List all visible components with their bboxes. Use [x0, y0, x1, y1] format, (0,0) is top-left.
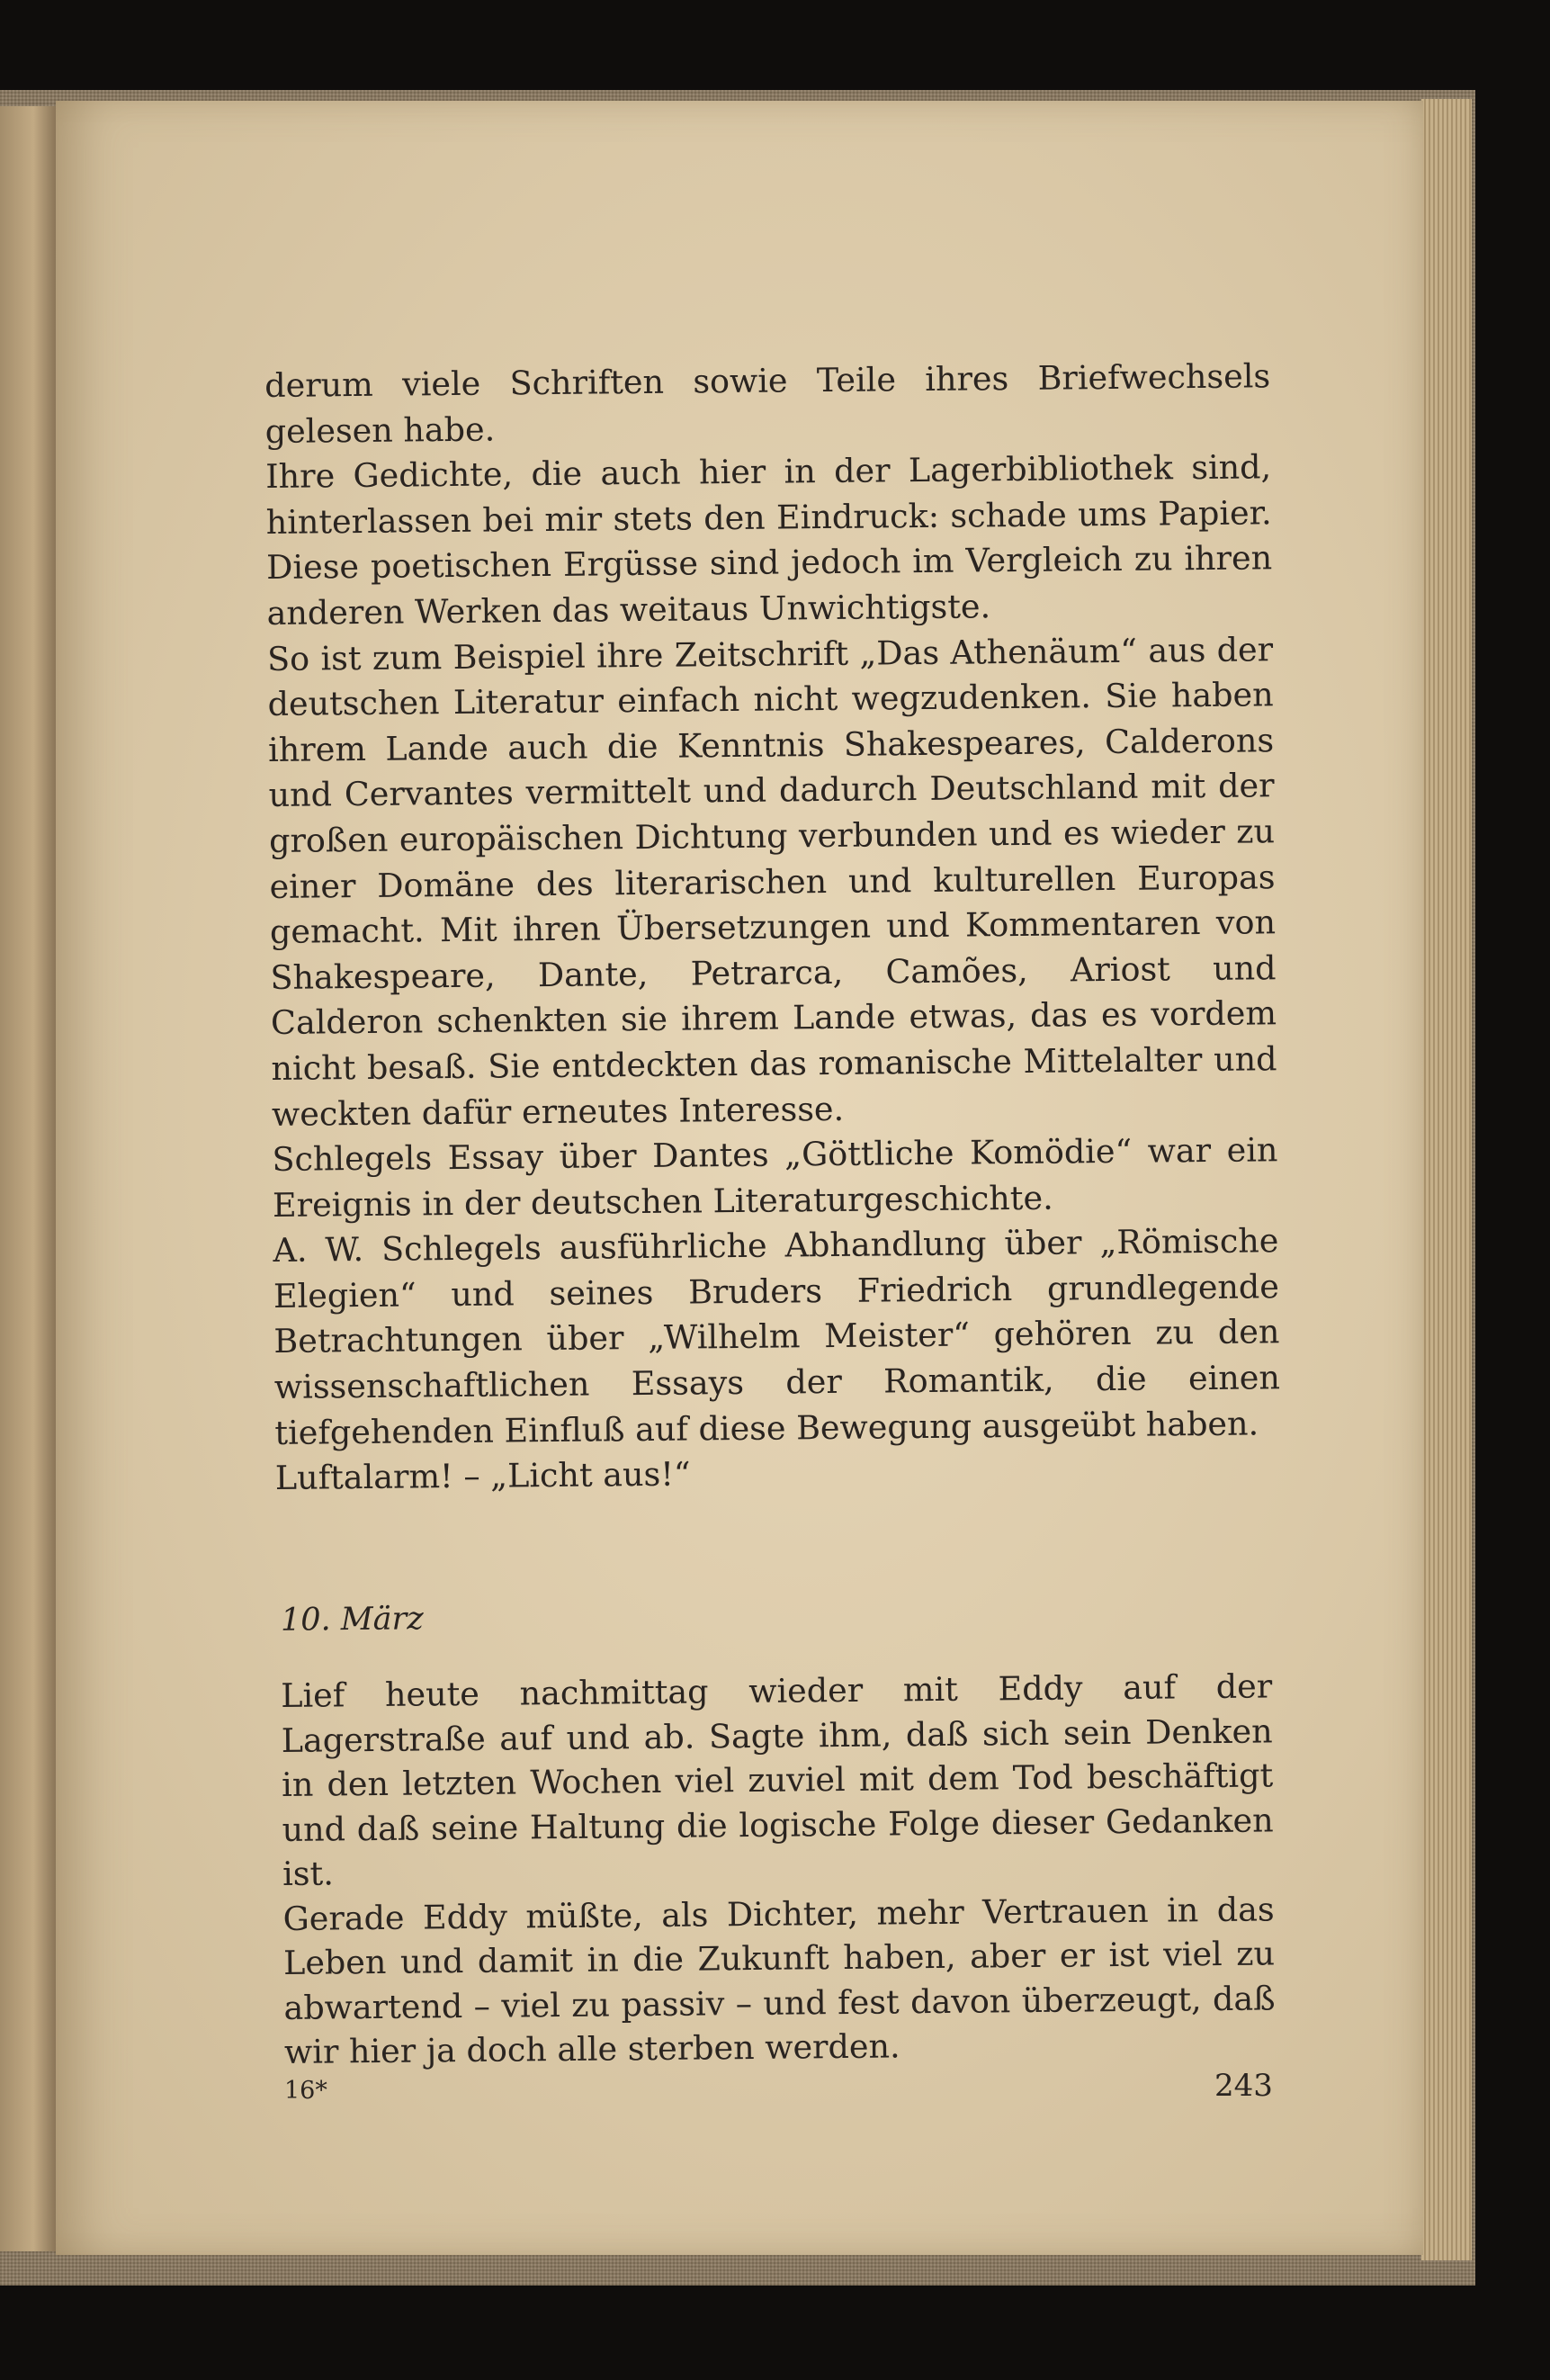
paragraph: Luftalarm! – „Licht aus!“: [274, 1454, 691, 1498]
diary-entry-text: [281, 1664, 1276, 2074]
paragraph: Ihre Gedichte, die auch hier in der Lagerbibliothek sind, hinterlassen bei mir stets den Eindruck: schade ums Papier. Diese poetischen Ergüsse sind jedoch im Vergleich zu ihren anderen Werken das weitaus Unwichtigste.: [265, 447, 1273, 633]
paragraph: So ist zum Beispiel ihre Zeitschrift „Das Athenäum“ aus der deutschen Literatur einfach nicht wegzudenken. Sie haben ihrem Lande auch die Kenntnis Shakespeares, Calderons und Cervantes vermittelt und dadurch Deutschland mit der großen europäischen Dichtung verbunden und es wieder zu einer Domäne des literarischen und kulturellen Europas gemacht. Mit ihren Übersetzungen und Kommentaren von Shakespeare, Dante, Petrarca, Camões, Ariost und Calderon schenkten sie ihrem Lande etwas, das es vordem nicht besaß. Sie entdeckten das romanische Mittelalter und weckten dafür erneutes Interesse.: [266, 629, 1277, 1134]
paragraph: Schlegels Essay über Dantes „Göttliche Komödie“ war ein Ereignis in der deutschen Literaturgeschichte.: [272, 1130, 1278, 1225]
page-number: 243: [1214, 2068, 1273, 2104]
body-text: [264, 354, 1281, 1502]
diary-entry-date: 10. März: [280, 1601, 424, 1639]
paragraph: Gerade Eddy müßte, als Dichter, mehr Vertrauen in das Leben und damit in die Zukunft haben, aber er ist viel zu abwartend – viel zu passiv – und fest davon überzeugt, daß wir hier ja doch alle sterben werden.: [282, 1889, 1276, 2071]
paragraph: derum viele Schriften sowie Teile ihres Briefwechsels gelesen habe.: [264, 356, 1271, 451]
paragraph: A. W. Schlegels ausführliche Abhandlung über „Römische Elegien“ und seines Bruders Friedrich grundlegende Betrachtungen über „Wilhelm Meister“ gehören zu den wissenschaftlichen Essays der Romantik, die einen tiefgehenden Einfluß auf diese Bewegung ausgeübt haben.: [273, 1221, 1281, 1452]
printer-signature-mark: 16*: [284, 2077, 327, 2105]
page-stack-edges: [1421, 99, 1472, 2260]
book-page: [56, 101, 1423, 2255]
facing-page-edge: [0, 106, 56, 2251]
paragraph: Lief heute nachmittag wieder mit Eddy auf der Lagerstraße auf und ab. Sagte ihm, daß sich sein Denken in den letzten Wochen viel zuviel mit dem Tod beschäftigt und daß seine Haltung die logische Folge dieser Gedanken ist.: [281, 1666, 1274, 1893]
